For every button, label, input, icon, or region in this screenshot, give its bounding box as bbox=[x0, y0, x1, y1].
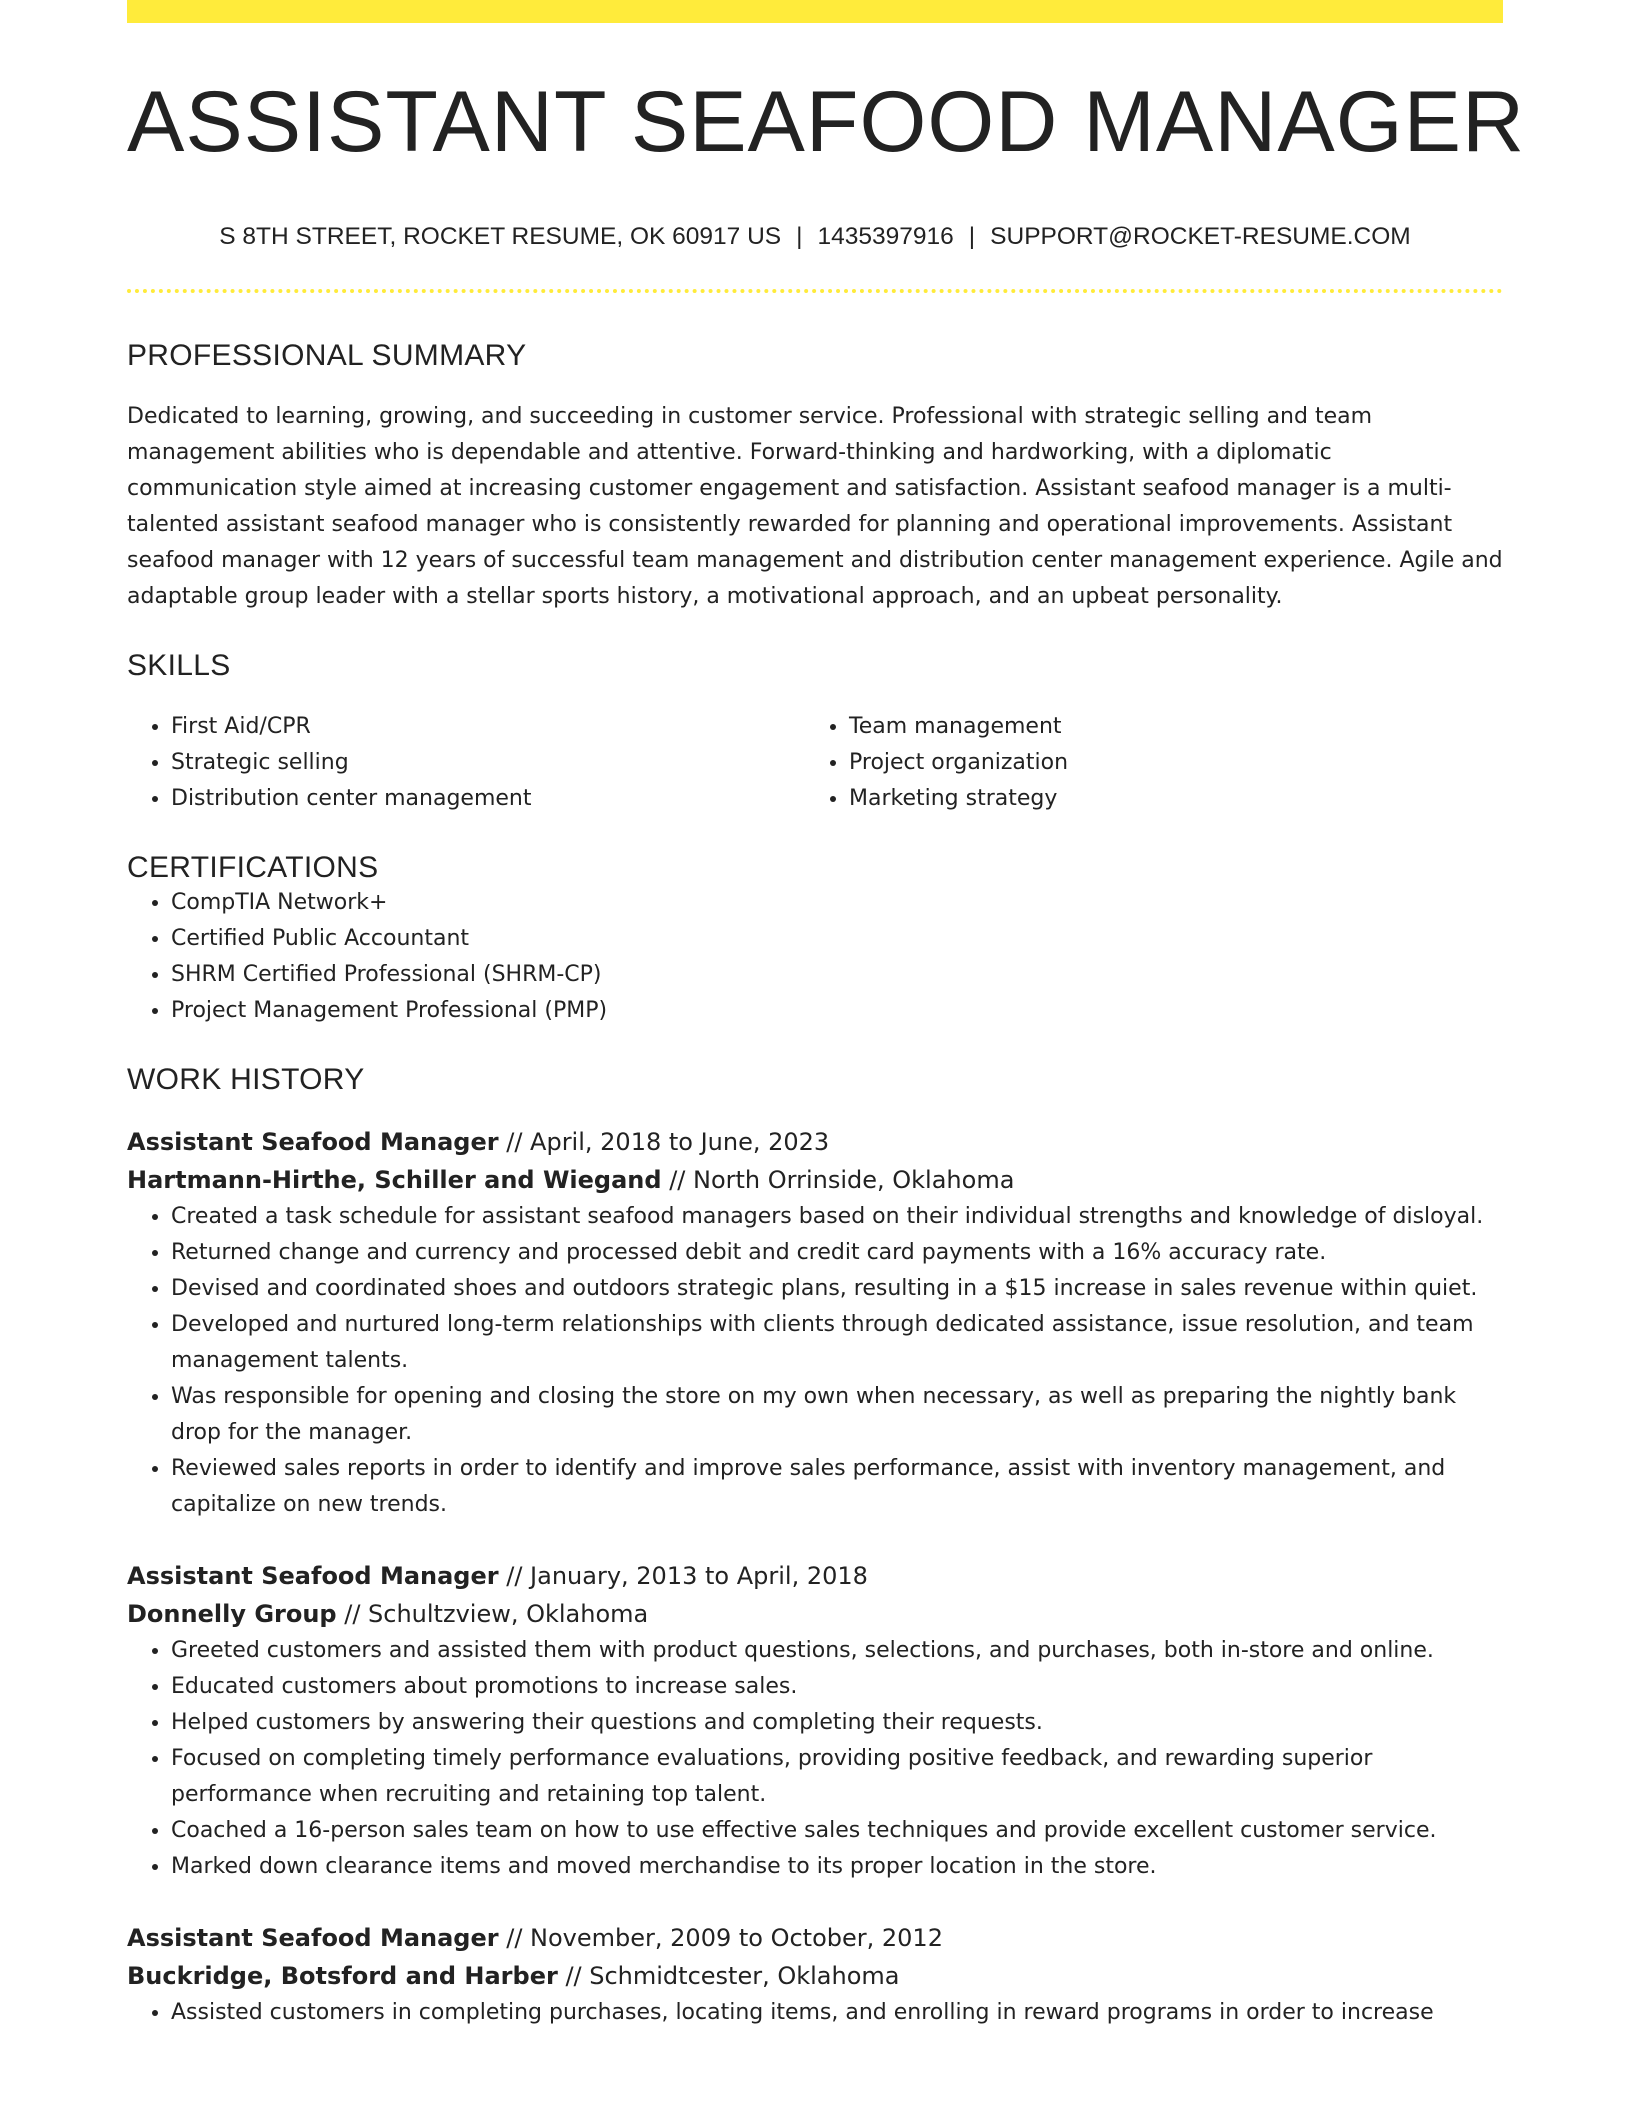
skill-item: • First Aid/CPR bbox=[171, 709, 805, 745]
job-title-line bbox=[127, 1123, 1503, 1161]
job-bullet: • Created a task schedule for assistant seafood managers based on their individual strengths and knowledge of disloyal. bbox=[171, 1199, 1503, 1235]
skill-item: • Distribution center management bbox=[171, 781, 805, 817]
certifications-list bbox=[127, 885, 1503, 1029]
contact-address: S 8TH STREET, ROCKET RESUME, OK 60917 US bbox=[219, 223, 782, 250]
job-dates: // November, 2009 to October, 2012 bbox=[498, 1924, 943, 1952]
job-company: Buckridge, Botsford and Harber bbox=[127, 1962, 558, 1990]
job-bullet: • Greeted customers and assisted them with product questions, selections, and purchases, both in-store and online. bbox=[171, 1633, 1503, 1669]
job-title-line bbox=[127, 1919, 1503, 1957]
accent-top-bar bbox=[127, 0, 1503, 23]
job-bullet: • Marked down clearance items and moved merchandise to its proper location in the store. bbox=[171, 1849, 1503, 1885]
job-location: // Schmidtcester, Oklahoma bbox=[557, 1962, 900, 1990]
job-location: // North Orrinside, Oklahoma bbox=[661, 1166, 1015, 1194]
job-bullet: • Devised and coordinated shoes and outdoors strategic plans, resulting in a $15 increase in sales revenue within quiet. bbox=[171, 1271, 1503, 1307]
skills-column-right bbox=[805, 709, 1483, 817]
job-bullet: • Helped customers by answering their questions and completing their requests. bbox=[171, 1705, 1503, 1741]
job-bullet: • Returned change and currency and processed debit and credit card payments with a 16% accuracy rate. bbox=[171, 1235, 1503, 1271]
certification-item: • Certified Public Accountant bbox=[171, 921, 1503, 957]
job-bullets bbox=[127, 1995, 1503, 2031]
resume-title: ASSISTANT SEAFOOD MANAGER bbox=[127, 74, 1526, 170]
contact-line bbox=[127, 223, 1503, 251]
job-company: Donnelly Group bbox=[127, 1600, 337, 1628]
certification-item: • Project Management Professional (PMP) bbox=[171, 993, 1503, 1029]
summary-text: Dedicated to learning, growing, and succeeding in customer service. Professional with strategic selling and team management abilities who is dependable and attentive. Forward-thinking and hardworking, with a diplomatic communication style aimed at increasing customer engagement and satisfaction. Assistant seafood manager is a multi-talented assistant seafood manager who is consistently rewarded for planning and operational improvements. Assistant seafood manager with 12 years of successful team management and distribution center management experience. Agile and adaptable group leader with a stellar sports history, a motivational approach, and an upbeat personality. bbox=[127, 404, 1503, 609]
certification-item: • SHRM Certified Professional (SHRM-CP) bbox=[171, 957, 1503, 993]
skills-grid bbox=[127, 709, 1503, 817]
job-bullet: • Developed and nurtured long-term relationships with clients through dedicated assistance, issue resolution, and team management talents. bbox=[171, 1307, 1503, 1379]
job-bullet: • Coached a 16-person sales team on how to use effective sales techniques and provide excellent customer service. bbox=[171, 1813, 1503, 1849]
job-entry bbox=[127, 1123, 1503, 1523]
job-company-line bbox=[127, 1957, 1503, 1995]
job-location: // Schultzview, Oklahoma bbox=[336, 1600, 649, 1628]
job-company: Hartmann-Hirthe, Schiller and Wiegand bbox=[127, 1166, 662, 1194]
job-bullets bbox=[127, 1633, 1503, 1885]
job-title: Assistant Seafood Manager bbox=[127, 1562, 499, 1590]
certification-item: • CompTIA Network+ bbox=[171, 885, 1503, 921]
job-title-line bbox=[127, 1557, 1503, 1595]
contact-email: SUPPORT@ROCKET-RESUME.COM bbox=[990, 223, 1411, 250]
dotted-divider bbox=[127, 289, 1503, 293]
job-bullets bbox=[127, 1199, 1503, 1523]
work-history-heading: WORK HISTORY bbox=[127, 1063, 365, 1096]
skill-item: • Project organization bbox=[849, 745, 1483, 781]
job-title: Assistant Seafood Manager bbox=[127, 1924, 499, 1952]
job-company-line bbox=[127, 1161, 1503, 1199]
contact-phone: 1435397916 bbox=[817, 223, 954, 250]
job-bullet: • Reviewed sales reports in order to identify and improve sales performance, assist with inventory management, and capitalize on new trends. bbox=[171, 1451, 1503, 1523]
job-title: Assistant Seafood Manager bbox=[127, 1128, 499, 1156]
job-dates: // April, 2018 to June, 2023 bbox=[498, 1128, 830, 1156]
resume-page bbox=[127, 0, 1526, 2031]
skill-item: • Strategic selling bbox=[171, 745, 805, 781]
job-bullet: • Focused on completing timely performance evaluations, providing positive feedback, and rewarding superior performance when recruiting and retaining top talent. bbox=[171, 1741, 1503, 1813]
skills-column-left bbox=[127, 709, 805, 817]
job-company-line bbox=[127, 1595, 1503, 1633]
skills-heading: SKILLS bbox=[127, 649, 231, 682]
job-bullet: • Was responsible for opening and closing the store on my own when necessary, as well as preparing the nightly bank drop for the manager. bbox=[171, 1379, 1503, 1451]
job-bullet: • Educated customers about promotions to increase sales. bbox=[171, 1669, 1503, 1705]
skill-item: • Marketing strategy bbox=[849, 781, 1483, 817]
job-dates: // January, 2013 to April, 2018 bbox=[498, 1562, 868, 1590]
certifications-heading: CERTIFICATIONS bbox=[127, 851, 379, 884]
contact-separator: | bbox=[796, 223, 803, 250]
summary-heading: PROFESSIONAL SUMMARY bbox=[127, 339, 527, 372]
job-bullet: • Assisted customers in completing purchases, locating items, and enrolling in reward programs in order to increase bbox=[171, 1995, 1503, 2031]
job-entry bbox=[127, 1919, 1503, 2031]
skill-item: • Team management bbox=[849, 709, 1483, 745]
contact-separator: | bbox=[968, 223, 976, 250]
job-entry bbox=[127, 1557, 1503, 1885]
